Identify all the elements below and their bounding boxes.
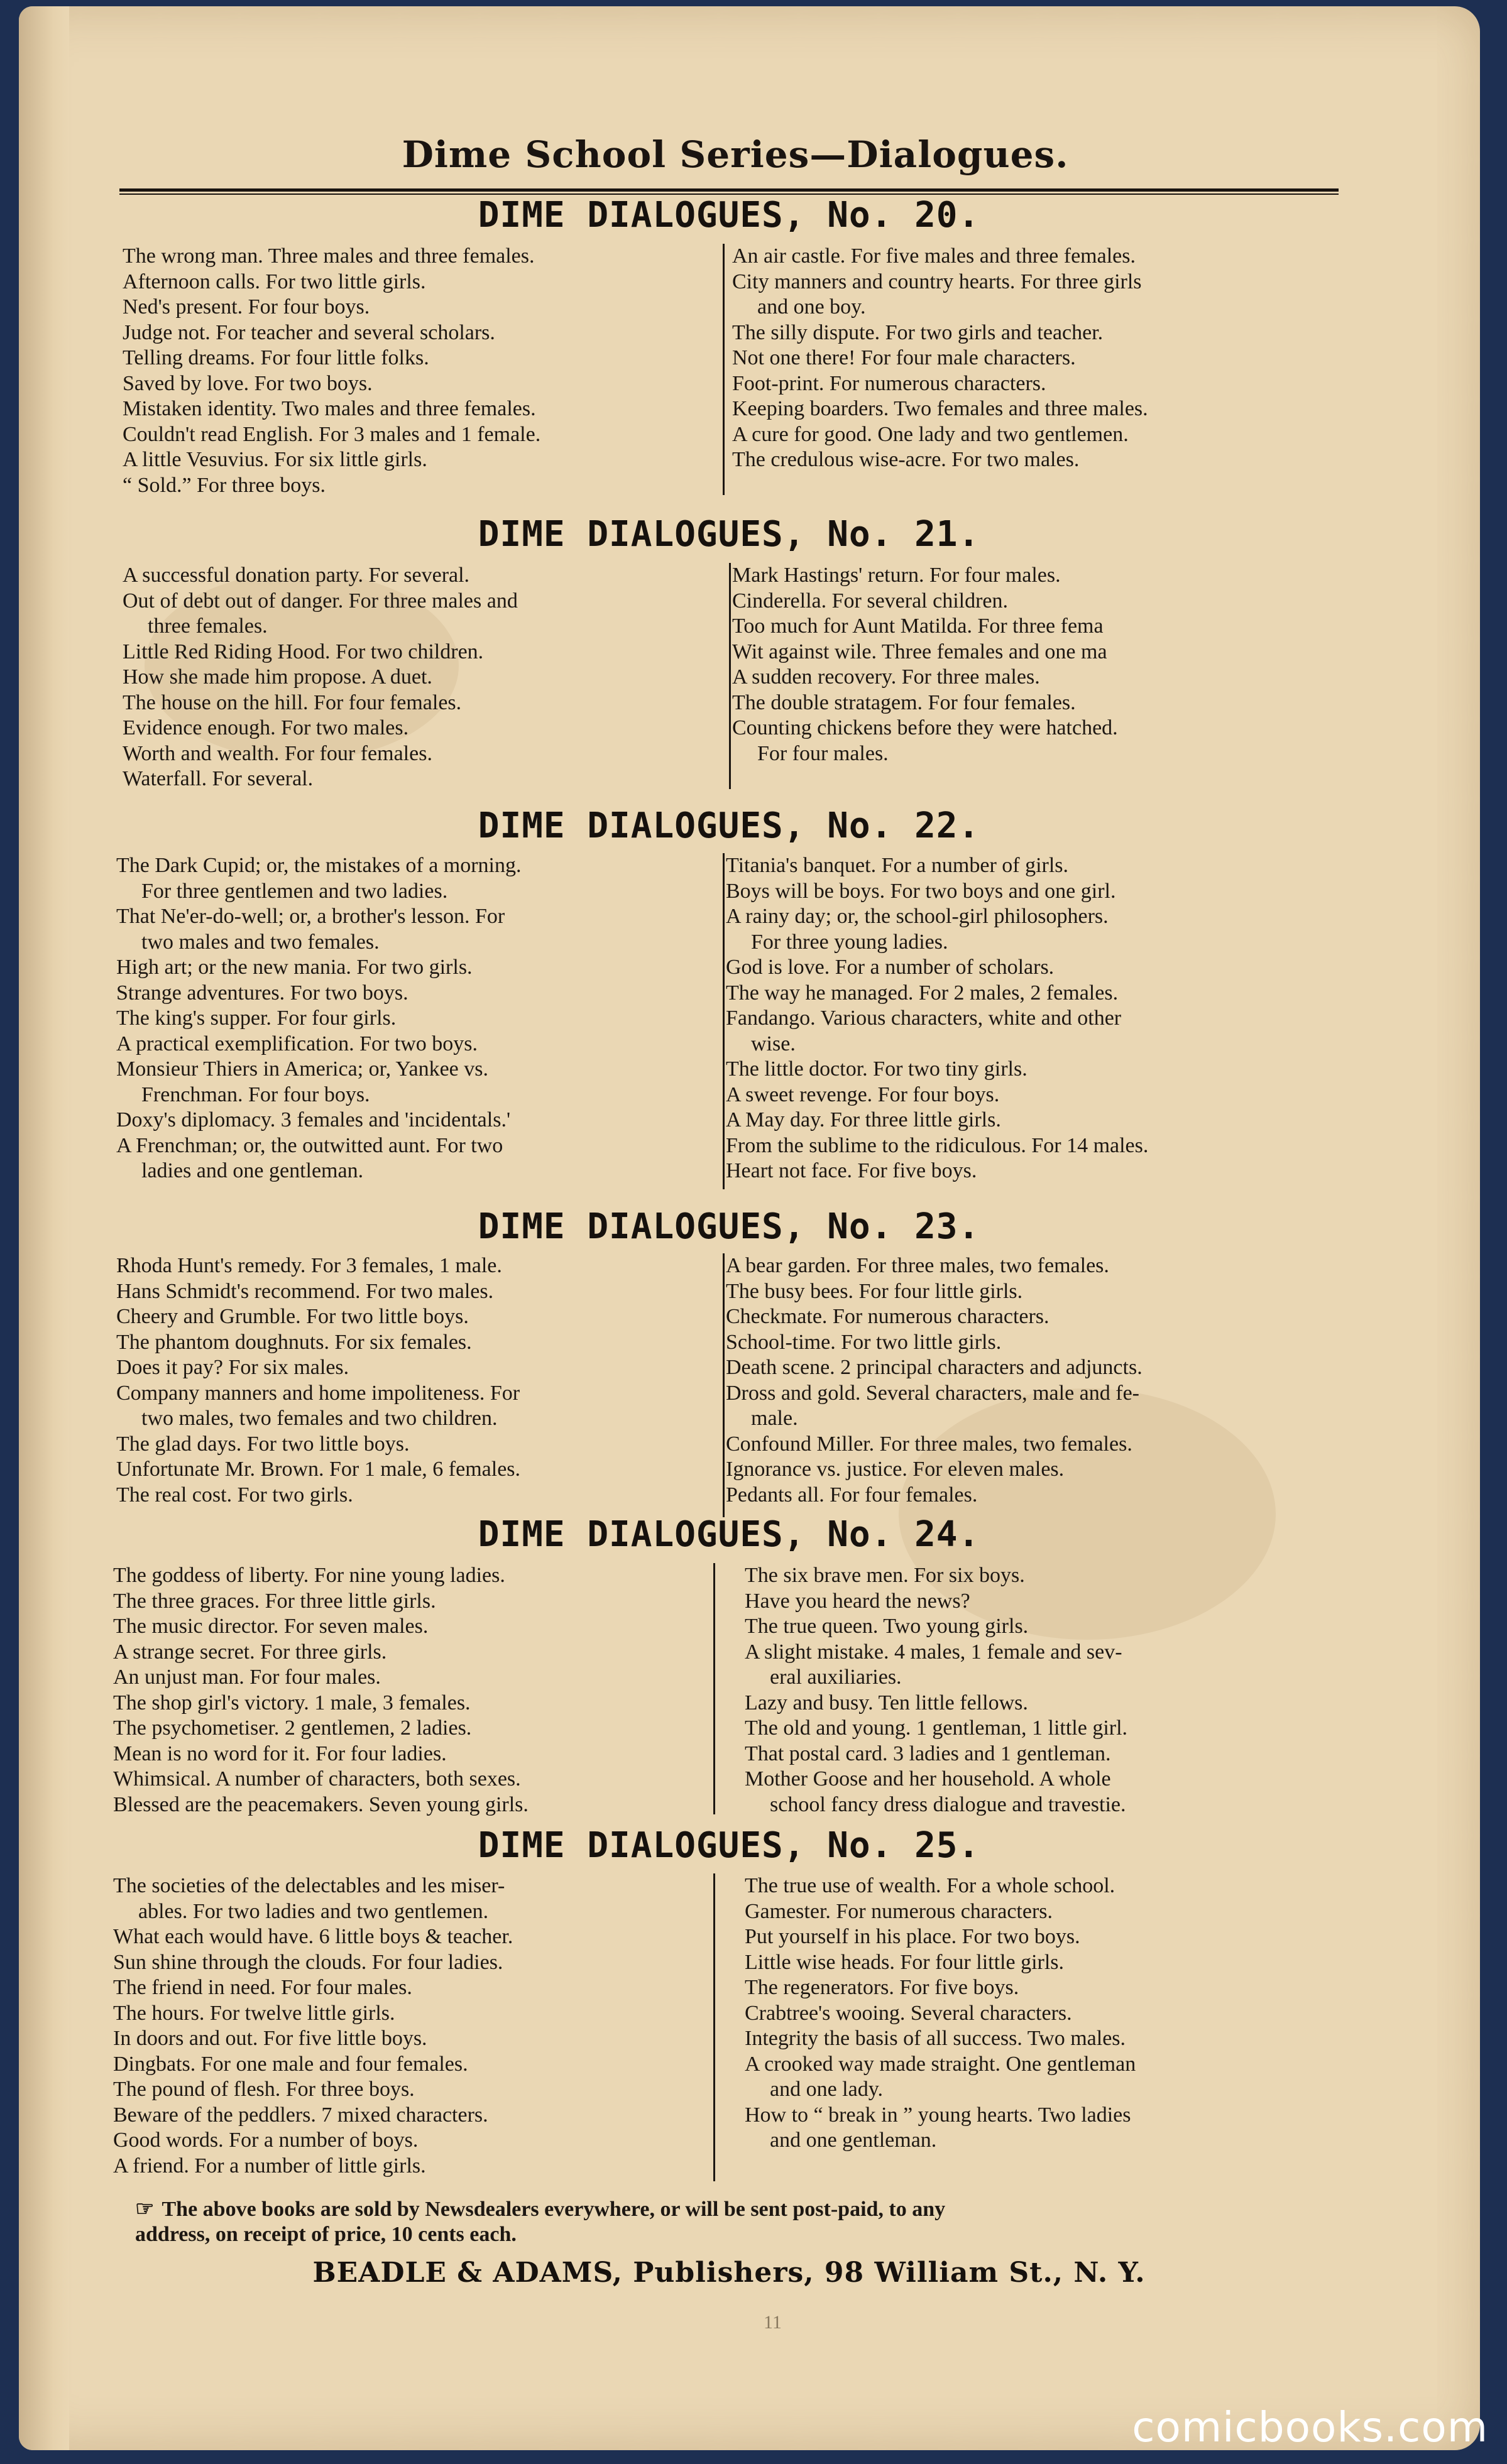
dialogue-entry: Little wise heads. For four little girls. (745, 1950, 1065, 1974)
section-title: DIME DIALOGUES, No. 23. (478, 1206, 980, 1247)
dialogue-entry: and one gentleman. (770, 2129, 937, 2152)
column-divider (723, 1253, 725, 1517)
dialogue-entry: Ned's present. For four boys. (123, 295, 370, 319)
dialogue-entry: In doors and out. For five little boys. (113, 2027, 427, 2050)
dialogue-entry: Little Red Riding Hood. For two children. (123, 640, 484, 663)
dialogue-entry: Cinderella. For several children. (732, 589, 1009, 613)
section-title: DIME DIALOGUES, No. 25. (478, 1825, 980, 1866)
dialogue-entry: The three graces. For three little girls. (113, 1589, 436, 1613)
dialogue-entry: Not one there! For four male characters. (732, 346, 1076, 369)
dialogue-entry: Cheery and Grumble. For two little boys. (116, 1305, 469, 1328)
dialogue-entry: A slight mistake. 4 males, 1 female and sev- (745, 1640, 1122, 1664)
dialogue-entry: Crabtree's wooing. Several characters. (745, 2001, 1072, 2025)
dialogue-entry: Rhoda Hunt's remedy. For 3 females, 1 male. (116, 1254, 502, 1277)
dialogue-entry: ladies and one gentleman. (141, 1159, 364, 1182)
dialogue-entry: Confound Miller. For three males, two females. (726, 1432, 1132, 1456)
left-column (116, 1253, 520, 1508)
dialogue-entry: The glad days. For two little boys. (116, 1432, 410, 1456)
dialogue-entry: Wit against wile. Three females and one ma (732, 640, 1107, 663)
dialogue-entry: Titania's banquet. For a number of girls. (726, 854, 1069, 877)
section-title: DIME DIALOGUES, No. 21. (478, 514, 980, 555)
dialogue-entry: The friend in need. For four males. (113, 1976, 412, 1999)
section-title: DIME DIALOGUES, No. 24. (478, 1514, 980, 1555)
dialogue-entry: Foot-print. For numerous characters. (732, 371, 1046, 395)
dialogue-entry: School-time. For two little girls. (726, 1330, 1002, 1354)
section-title: DIME DIALOGUES, No. 20. (478, 195, 980, 236)
dialogue-entry: Worth and wealth. For four females. (123, 741, 432, 765)
left-column (123, 244, 540, 498)
dialogue-entry: school fancy dress dialogue and travestie. (770, 1792, 1126, 1816)
dialogue-entry: Put yourself in his place. For two boys. (745, 1925, 1080, 1948)
dialogue-entry: Whimsical. A number of characters, both sexes. (113, 1767, 521, 1791)
dialogue-entry: Integrity the basis of all success. Two males. (745, 2027, 1126, 2050)
dialogue-entry: The silly dispute. For two girls and teacher. (732, 320, 1104, 344)
dialogue-entry: That Ne'er-do-well; or, a brother's lesson. For (116, 905, 505, 928)
dialogue-entry: Heart not face. For five boys. (726, 1159, 977, 1182)
footer-note (135, 2197, 1354, 2247)
dialogue-entry: Gamester. For numerous characters. (745, 1899, 1053, 1923)
dialogue-entry: That postal card. 3 ladies and 1 gentleman. (745, 1742, 1111, 1765)
dialogue-entry: A sudden recovery. For three males. (732, 665, 1040, 689)
footer-note-line1: The above books are sold by Newsdealers everywhere, or will be sent post-paid, to any (162, 2198, 946, 2221)
watermark: comicbooks.com (1132, 2403, 1488, 2451)
dialogue-entry: Waterfall. For several. (123, 767, 314, 790)
dialogue-entry: Frenchman. For four boys. (141, 1082, 370, 1106)
dialogue-entry: Dingbats. For one male and four females. (113, 2052, 468, 2076)
page-header: Dime School Series—Dialogues. (402, 133, 1069, 176)
dialogue-entry: Judge not. For teacher and several scholars. (123, 320, 495, 344)
dialogue-entry: An air castle. For five males and three females. (732, 244, 1136, 268)
dialogue-entry: Counting chickens before they were hatched. (732, 716, 1118, 739)
dialogue-entry: The pound of flesh. For three boys. (113, 2078, 415, 2101)
dialogue-entry: The credulous wise-acre. For two males. (732, 448, 1080, 471)
dialogue-entry: The real cost. For two girls. (116, 1483, 353, 1507)
dialogue-entry: Lazy and busy. Ten little fellows. (745, 1691, 1028, 1714)
column-divider (723, 244, 725, 495)
dialogue-entry: The psychometiser. 2 gentlemen, 2 ladies. (113, 1716, 472, 1740)
dialogue-entry: “ Sold.” For three boys. (123, 473, 326, 497)
column-divider (713, 1873, 715, 2181)
dialogue-entry: The double stratagem. For four females. (732, 690, 1076, 714)
dialogue-entry: How to “ break in ” young hearts. Two ladies (745, 2103, 1131, 2127)
column-divider (723, 853, 725, 1189)
column-divider (729, 563, 731, 789)
publisher-line: BEADLE & ADAMS, Publishers, 98 William St., N. Y. (312, 2257, 1146, 2289)
dialogue-entry: The true use of wealth. For a whole school. (745, 1874, 1115, 1897)
dialogue-entry: Fandango. Various characters, white and other (726, 1006, 1122, 1030)
dialogue-entry: Mean is no word for it. For four ladies. (113, 1742, 447, 1765)
dialogue-entry: God is love. For a number of scholars. (726, 956, 1055, 979)
dialogue-entry: For four males. (757, 741, 889, 765)
dialogue-entry: Sun shine through the clouds. For four ladies. (113, 1950, 503, 1974)
dialogue-entry: A friend. For a number of little girls. (113, 2154, 426, 2178)
right-column (745, 1873, 1136, 2154)
dialogue-entry: two males, two females and two children. (141, 1407, 498, 1430)
dialogue-entry: Checkmate. For numerous characters. (726, 1305, 1049, 1328)
dialogue-entry: How she made him propose. A duet. (123, 665, 432, 689)
dialogue-entry: Saved by love. For two boys. (123, 371, 373, 395)
right-column (745, 1563, 1127, 1818)
dialogue-entry: Mother Goose and her household. A whole (745, 1767, 1111, 1791)
right-column (726, 1253, 1143, 1508)
dialogue-entry: Evidence enough. For two males. (123, 716, 409, 739)
dialogue-entry: eral auxiliaries. (770, 1665, 902, 1689)
dialogue-entry: The wrong man. Three males and three females. (123, 244, 535, 268)
dialogue-entry: For three gentlemen and two ladies. (141, 879, 448, 903)
dialogue-entry: Boys will be boys. For two boys and one girl. (726, 879, 1116, 903)
left-column (116, 853, 522, 1184)
dialogue-entry: The hours. For twelve little girls. (113, 2001, 395, 2025)
dialogue-entry: The goddess of liberty. For nine young ladies. (113, 1564, 505, 1587)
dialogue-entry: Telling dreams. For four little folks. (123, 346, 429, 369)
dialogue-entry: Does it pay? For six males. (116, 1356, 349, 1379)
right-column (732, 563, 1118, 766)
dialogue-entry: The true queen. Two young girls. (745, 1615, 1029, 1638)
dialogue-entry: Couldn't read English. For 3 males and 1 female. (123, 422, 541, 446)
dialogue-entry: A Frenchman; or, the outwitted aunt. For two (116, 1133, 503, 1157)
dialogue-entry: Have you heard the news? (745, 1589, 970, 1613)
dialogue-entry: The phantom doughnuts. For six females. (116, 1330, 472, 1354)
spine-shadow (19, 6, 69, 2450)
dialogue-entry: The shop girl's victory. 1 male, 3 females. (113, 1691, 471, 1714)
dialogue-entry: Dross and gold. Several characters, male and fe- (726, 1381, 1140, 1405)
dialogue-entry: two males and two females. (141, 930, 380, 954)
dialogue-entry: A little Vesuvius. For six little girls. (123, 448, 427, 471)
dialogue-entry: Monsieur Thiers in America; or, Yankee vs. (116, 1057, 488, 1081)
dialogue-entry: and one boy. (757, 295, 866, 319)
dialogue-entry: High art; or the new mania. For two girls. (116, 956, 473, 979)
dialogue-entry: A May day. For three little girls. (726, 1108, 1001, 1131)
dialogue-entry: Out of debt out of danger. For three males and (123, 589, 518, 613)
dialogue-entry: From the sublime to the ridiculous. For 14 males. (726, 1133, 1149, 1157)
page (19, 6, 1480, 2450)
left-column (123, 563, 518, 792)
dialogue-entry: A strange secret. For three girls. (113, 1640, 387, 1664)
column-divider (713, 1563, 715, 1814)
dialogue-entry: Doxy's diplomacy. 3 females and 'incidentals.' (116, 1108, 511, 1131)
dialogue-entry: Death scene. 2 principal characters and adjuncts. (726, 1356, 1143, 1379)
dialogue-entry: Mark Hastings' return. For four males. (732, 564, 1061, 587)
dialogue-entry: A sweet revenge. For four boys. (726, 1082, 1000, 1106)
dialogue-entry: The music director. For seven males. (113, 1615, 429, 1638)
page-number: 11 (764, 2312, 782, 2333)
dialogue-entry: What each would have. 6 little boys & teacher. (113, 1925, 513, 1948)
dialogue-entry: A cure for good. One lady and two gentlemen. (732, 422, 1129, 446)
left-column (113, 1873, 513, 2179)
footer-note-line2: address, on receipt of price, 10 cents each. (135, 2223, 517, 2246)
dialogue-entry: Mistaken identity. Two males and three females. (123, 397, 536, 420)
dialogue-entry: A bear garden. For three males, two females. (726, 1254, 1109, 1277)
dialogue-entry: Blessed are the peacemakers. Seven young girls. (113, 1792, 529, 1816)
pointing-hand-icon: ☞ (135, 2198, 155, 2221)
dialogue-entry: A practical exemplification. For two boys. (116, 1032, 478, 1055)
right-column (732, 244, 1148, 473)
dialogue-entry: and one lady. (770, 2078, 884, 2101)
header-rule (119, 188, 1339, 192)
dialogue-entry: Beware of the peddlers. 7 mixed characters. (113, 2103, 488, 2127)
section-title: DIME DIALOGUES, No. 22. (478, 805, 980, 846)
dialogue-entry: three females. (148, 614, 268, 638)
dialogue-entry: Pedants all. For four females. (726, 1483, 978, 1507)
left-column (113, 1563, 529, 1818)
dialogue-entry: Strange adventures. For two boys. (116, 981, 408, 1005)
dialogue-entry: Good words. For a number of boys. (113, 2129, 419, 2152)
dialogue-entry: male. (751, 1407, 798, 1430)
dialogue-entry: A crooked way made straight. One gentleman (745, 2052, 1136, 2076)
dialogue-entry: The six brave men. For six boys. (745, 1564, 1025, 1587)
dialogue-entry: City manners and country hearts. For three girls (732, 270, 1142, 293)
dialogue-entry: ables. For two ladies and two gentlemen. (138, 1899, 489, 1923)
dialogue-entry: The regenerators. For five boys. (745, 1976, 1019, 1999)
dialogue-entry: Too much for Aunt Matilda. For three fema (732, 614, 1104, 638)
dialogue-entry: For three young ladies. (751, 930, 948, 954)
dialogue-entry: Keeping boarders. Two females and three males. (732, 397, 1148, 420)
dialogue-entry: Unfortunate Mr. Brown. For 1 male, 6 females. (116, 1458, 521, 1481)
dialogue-entry: The old and young. 1 gentleman, 1 little girl. (745, 1716, 1128, 1740)
dialogue-entry: Ignorance vs. justice. For eleven males. (726, 1458, 1065, 1481)
dialogue-entry: A successful donation party. For several. (123, 564, 470, 587)
dialogue-entry: Hans Schmidt's recommend. For two males. (116, 1279, 494, 1303)
dialogue-entry: The societies of the delectables and les miser- (113, 1874, 505, 1897)
dialogue-entry: Company manners and home impoliteness. For (116, 1381, 520, 1405)
dialogue-entry: The busy bees. For four little girls. (726, 1279, 1023, 1303)
dialogue-entry: The little doctor. For two tiny girls. (726, 1057, 1028, 1081)
dialogue-entry: The king's supper. For four girls. (116, 1006, 397, 1030)
dialogue-entry: The way he managed. For 2 males, 2 females. (726, 981, 1119, 1005)
dialogue-entry: The house on the hill. For four females. (123, 690, 462, 714)
dialogue-entry: wise. (751, 1032, 796, 1055)
dialogue-entry: An unjust man. For four males. (113, 1665, 381, 1689)
dialogue-entry: A rainy day; or, the school-girl philosophers. (726, 905, 1109, 928)
right-column (726, 853, 1148, 1184)
dialogue-entry: Afternoon calls. For two little girls. (123, 270, 426, 293)
dialogue-entry: The Dark Cupid; or, the mistakes of a morning. (116, 854, 522, 877)
